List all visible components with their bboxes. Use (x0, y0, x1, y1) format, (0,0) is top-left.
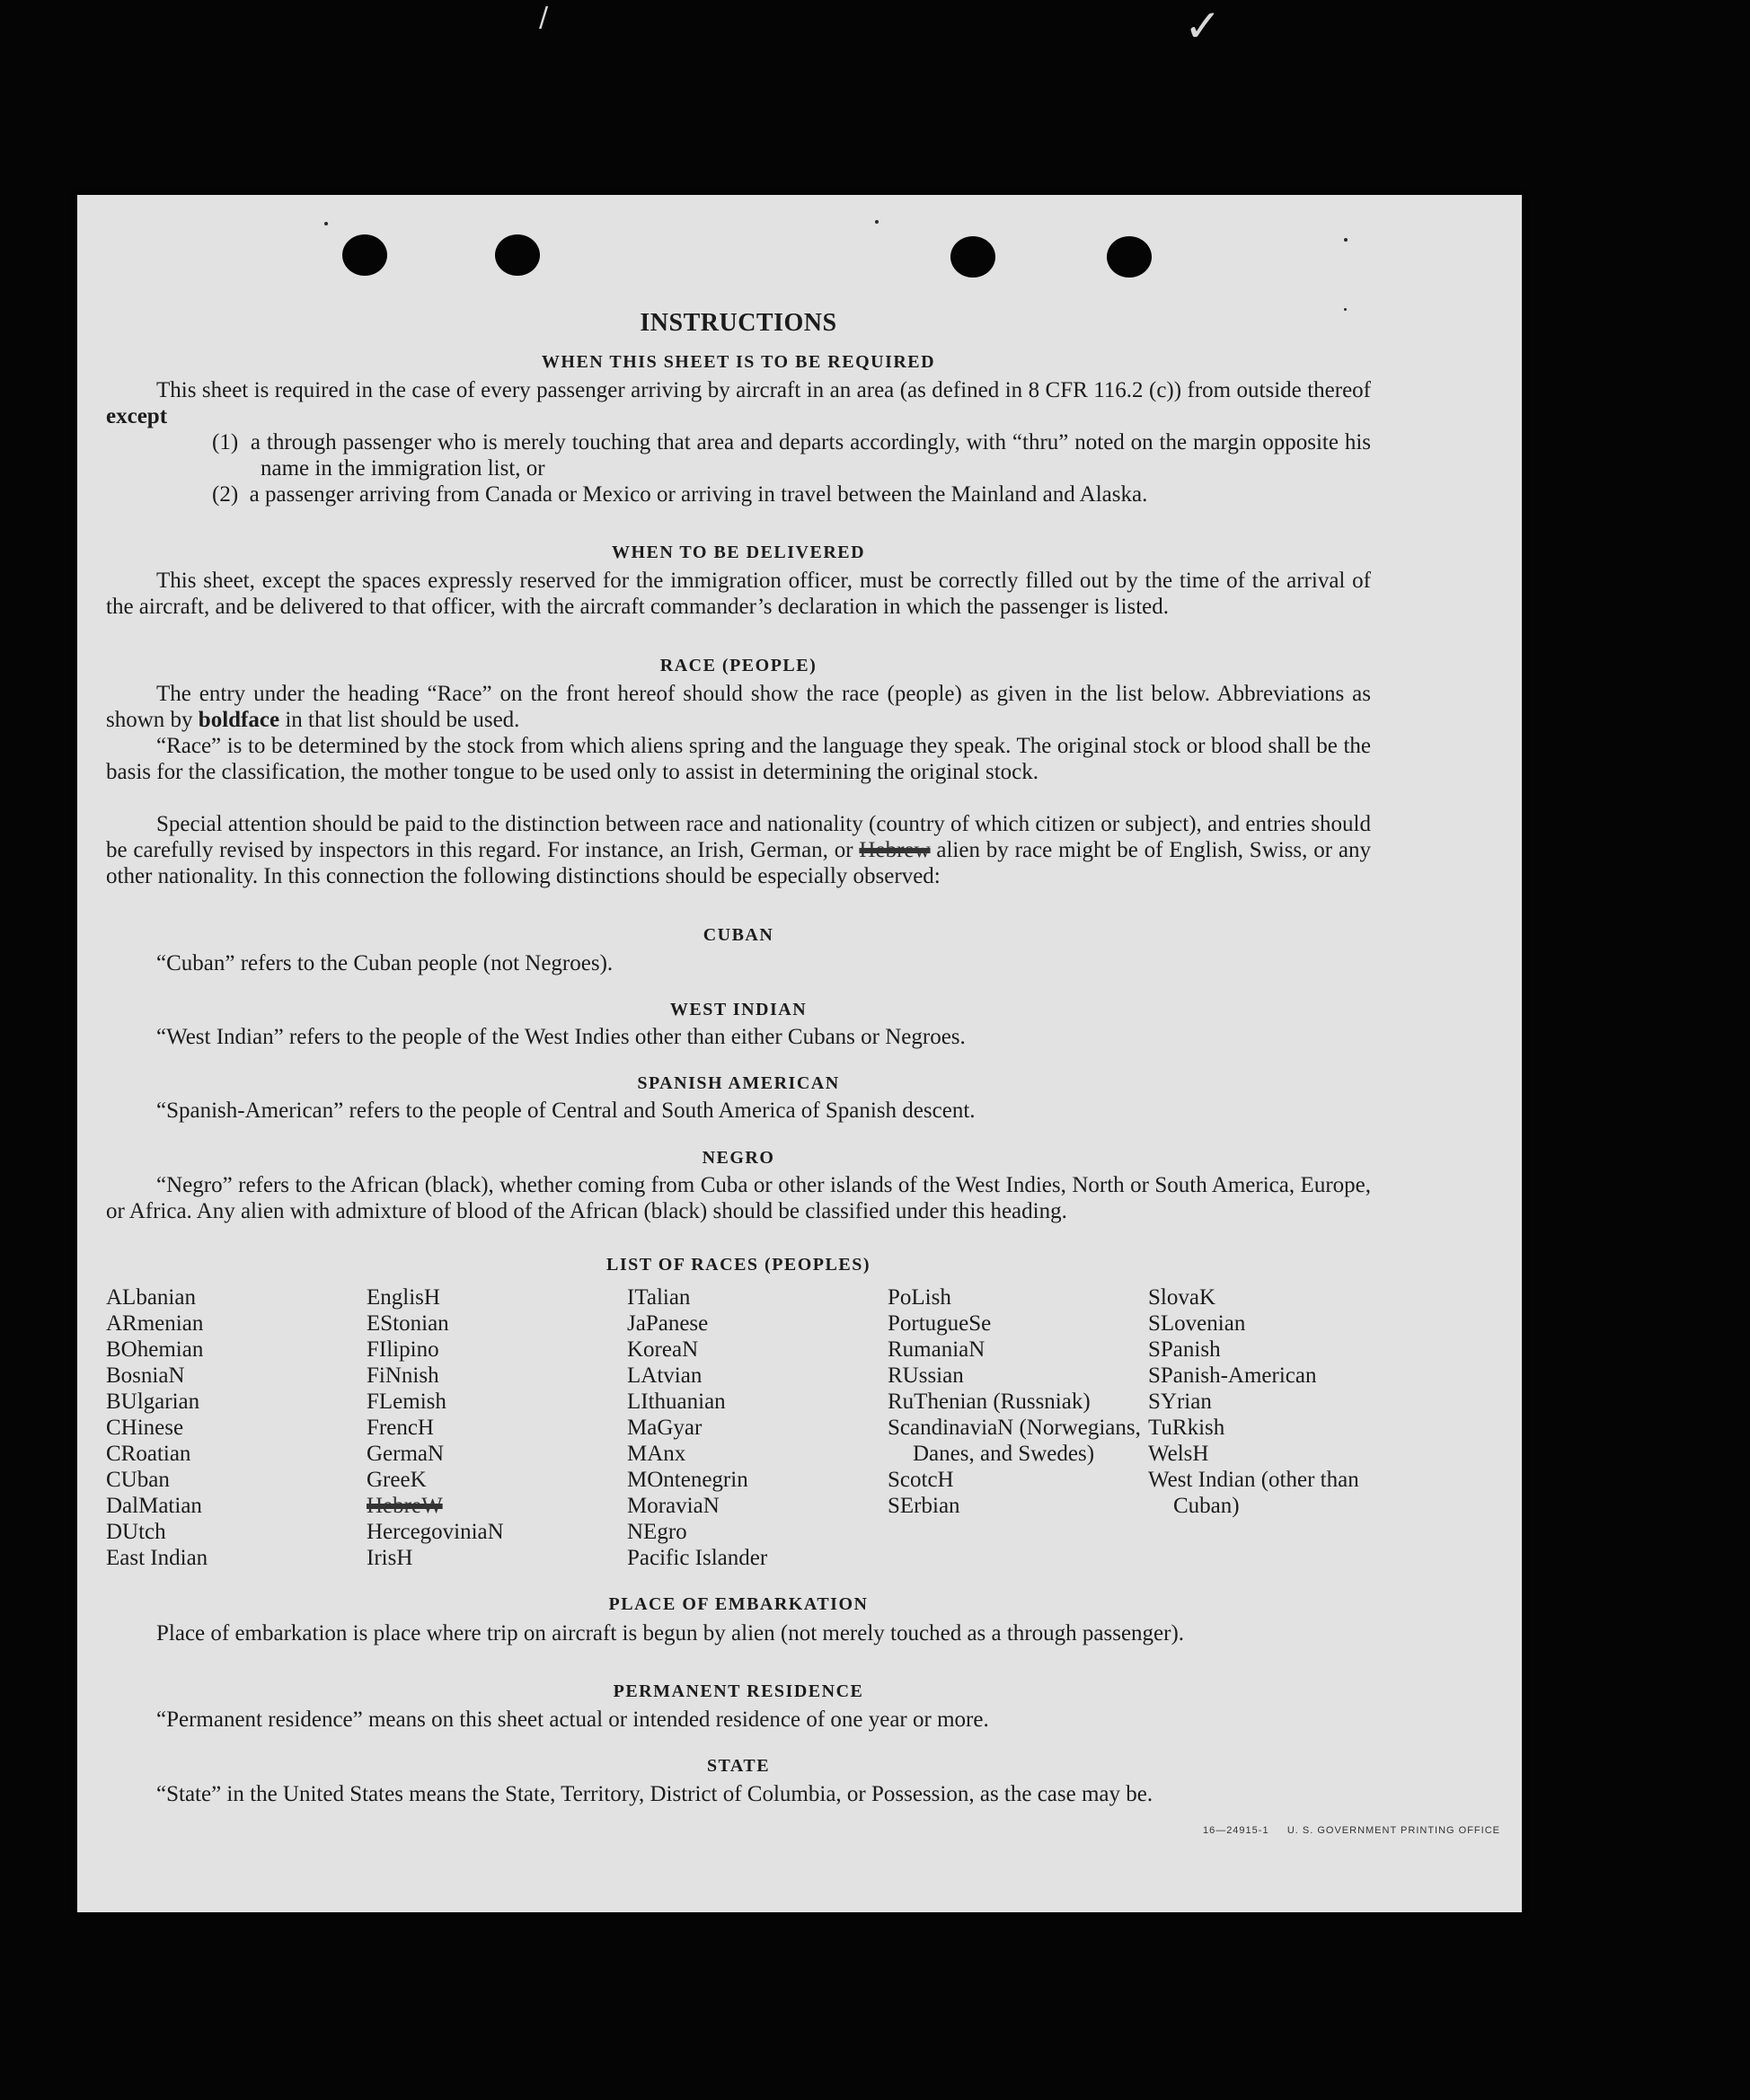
race-entry: West Indian (other than Cuban) (1148, 1468, 1359, 1518)
struck-out-word: Hebrew (859, 838, 931, 862)
race-entry: SPanish-American (1148, 1363, 1317, 1388)
race-column-4 (888, 1284, 1148, 1571)
pencil-mark-top: / (539, 2, 549, 33)
race-entry: IrisH (367, 1546, 413, 1570)
west-indian-text: “West Indian” refers to the people of the West Indies other than either Cubans or Negroes. (156, 1025, 966, 1049)
race-entry: MAnx (627, 1442, 686, 1466)
negro-text: “Negro” refers to the African (black), whether coming from Cuba or other islands of the West Indies, North or South America, Europe, or Africa. Any alien with admixture of blood of the African (black) should be classified under this heading. (106, 1173, 1371, 1223)
heading-state: STATE (706, 1756, 771, 1776)
race-entry: SPanish (1148, 1337, 1221, 1362)
race-p1-bold: boldface (198, 708, 280, 732)
embarkation-text: Place of embarkation is place where trip on aircraft is begun by alien (not merely touched as a through passenger). (156, 1621, 1185, 1646)
printing-footer (1203, 1825, 1500, 1836)
race-entry: GermaN (367, 1442, 445, 1466)
race-p1-text: The entry under the heading “Race” on the front hereof should show the race (people) as given in the list below. Abbreviations as shown by (106, 682, 1371, 732)
race-entry: DalMatian (106, 1494, 202, 1518)
race-p1-tail: in that list should be used. (279, 708, 520, 732)
race-entry: SLovenian (1148, 1311, 1246, 1336)
race-entry: CHinese (106, 1416, 184, 1440)
cuban-text: “Cuban” refers to the Cuban people (not Negroes). (156, 951, 614, 975)
race-entry: MaGyar (627, 1416, 703, 1440)
heading-spanish-american: SPANISH AMERICAN (637, 1073, 840, 1093)
race-entry: ARmenian (106, 1311, 204, 1336)
pencil-check-mark: ✓ (1184, 0, 1222, 52)
punch-hole (495, 234, 540, 276)
race-entry: MOntenegrin (627, 1468, 748, 1492)
race-p3-text: Special attention should be paid to the distinction between race and nationality (country of which citizen or subject), and entries should be carefully revised by inspectors in this regard. For instance, an Irish, German, or (106, 812, 1371, 862)
form-number: 16—24915-1 (1202, 1825, 1269, 1836)
race-entry: ScotcH (888, 1468, 954, 1492)
race-entry: FIlipino (367, 1337, 439, 1362)
item-text: a passenger arriving from Canada or Mexico or arriving in travel between the Mainland and Alaska. (249, 482, 1148, 507)
heading-place-of-embarkation: PLACE OF EMBARKATION (608, 1594, 869, 1614)
instruction-sheet (77, 195, 1522, 1912)
heading-list-of-races: LIST OF RACES (PEOPLES) (605, 1255, 871, 1275)
race-entry: PoLish (888, 1285, 951, 1310)
race-entry: GreeK (367, 1468, 427, 1492)
state-text: “State” in the United States means the State, Territory, District of Columbia, or Possession, as the case may be. (156, 1782, 1153, 1806)
heading-when-required: WHEN THIS SHEET IS TO BE REQUIRED (541, 352, 936, 372)
race-entry: RUssian (888, 1363, 964, 1388)
race-column-5 (1148, 1284, 1409, 1571)
race-entry: EnglisH (367, 1285, 440, 1310)
punch-hole (1107, 236, 1152, 278)
race-entry: ALbanian (106, 1285, 196, 1310)
heading-west-indian: WEST INDIAN (669, 1000, 808, 1019)
race-entry: SYrian (1148, 1390, 1212, 1414)
delivered-text: This sheet, except the spaces expressly reserved for the immigration officer, must be correctly filled out by the time of the arrival of the aircraft, and be delivered to that officer, with the aircraft commander’s declaration in which the passenger is listed. (106, 569, 1371, 619)
race-paragraph-3 (106, 811, 1371, 889)
race-entry: NEgro (627, 1520, 687, 1544)
speck (324, 222, 328, 225)
race-entry: JaPanese (627, 1311, 709, 1336)
speck (1344, 238, 1348, 242)
item-text: a through passenger who is merely touching that area and departs accordingly, with “thru” noted on the margin opposite his name in the immigration list, or (250, 430, 1371, 481)
race-column-1 (106, 1284, 367, 1571)
race-entry: Pacific Islander (627, 1546, 768, 1570)
item-number: (2) (212, 482, 239, 507)
race-p3-tail: alien by race might be of English, Swiss, or any other nationality. In this connection the following distinctions should be especially observed: (106, 838, 1371, 888)
race-entry: LIthuanian (627, 1390, 726, 1414)
page-title: INSTRUCTIONS (640, 309, 837, 337)
race-column-2 (367, 1284, 627, 1571)
printer-credit: U. S. GOVERNMENT PRINTING OFFICE (1286, 1825, 1500, 1836)
punch-hole (950, 236, 995, 278)
race-entry: ITalian (627, 1285, 691, 1310)
heading-negro: NEGRO (702, 1148, 775, 1168)
heading-when-delivered: WHEN TO BE DELIVERED (611, 543, 866, 562)
race-entry: FLemish (367, 1390, 446, 1414)
residence-text: “Permanent residence” means on this sheet actual or intended residence of one year or more. (156, 1707, 989, 1732)
race-entry: EStonian (367, 1311, 449, 1336)
race-entry: SErbian (888, 1494, 960, 1518)
heading-race: RACE (PEOPLE) (659, 656, 818, 675)
race-entry: RuThenian (Russniak) (888, 1390, 1091, 1414)
race-entry: MoraviaN (627, 1494, 720, 1518)
heading-cuban: CUBAN (703, 925, 774, 945)
race-entry: CRoatian (106, 1442, 191, 1466)
race-entry: TuRkish (1148, 1416, 1225, 1440)
race-entry: ScandinaviaN (Norwegians, Danes, and Swedes) (888, 1416, 1141, 1466)
race-entry: BosniaN (106, 1363, 185, 1388)
required-item-2 (212, 481, 1371, 507)
race-entry: FiNnish (367, 1363, 439, 1388)
required-item-1 (212, 429, 1371, 481)
required-intro-text: This sheet is required in the case of every passenger arriving by aircraft in an area (as defined in 8 CFR 116.2 (c)) from outside thereof (156, 378, 1371, 402)
race-paragraph-1 (106, 681, 1371, 733)
speck (875, 220, 879, 224)
race-entry: LAtvian (627, 1363, 703, 1388)
race-entry: PortugueSe (888, 1311, 992, 1336)
race-paragraph-2: “Race” is to be determined by the stock from which aliens spring and the language they speak. The original stock or blood shall be the basis for the classification, the mother tongue to be used only to assist in determining the original stock. (106, 734, 1371, 784)
race-entry-struck: HebreW (367, 1494, 443, 1518)
race-entry: East Indian (106, 1546, 208, 1570)
heading-permanent-residence: PERMANENT RESIDENCE (613, 1681, 864, 1701)
race-list (106, 1284, 1371, 1571)
race-column-3 (627, 1284, 888, 1571)
race-entry: FrencH (367, 1416, 434, 1440)
race-entry: CUban (106, 1468, 170, 1492)
race-entry: BUlgarian (106, 1390, 200, 1414)
required-intro-bold: except (106, 404, 168, 428)
required-intro (106, 377, 1371, 429)
race-entry: HercegoviniaN (367, 1520, 504, 1544)
race-entry: DUtch (106, 1520, 166, 1544)
race-entry: SlovaK (1148, 1285, 1215, 1310)
race-entry: WelsH (1148, 1442, 1209, 1466)
race-entry: RumaniaN (888, 1337, 985, 1362)
race-entry: KoreaN (627, 1337, 699, 1362)
race-entry: BOhemian (106, 1337, 204, 1362)
spanish-american-text: “Spanish-American” refers to the people of Central and South America of Spanish descent. (156, 1099, 976, 1123)
punch-hole (342, 234, 387, 276)
item-number: (1) (212, 430, 239, 454)
